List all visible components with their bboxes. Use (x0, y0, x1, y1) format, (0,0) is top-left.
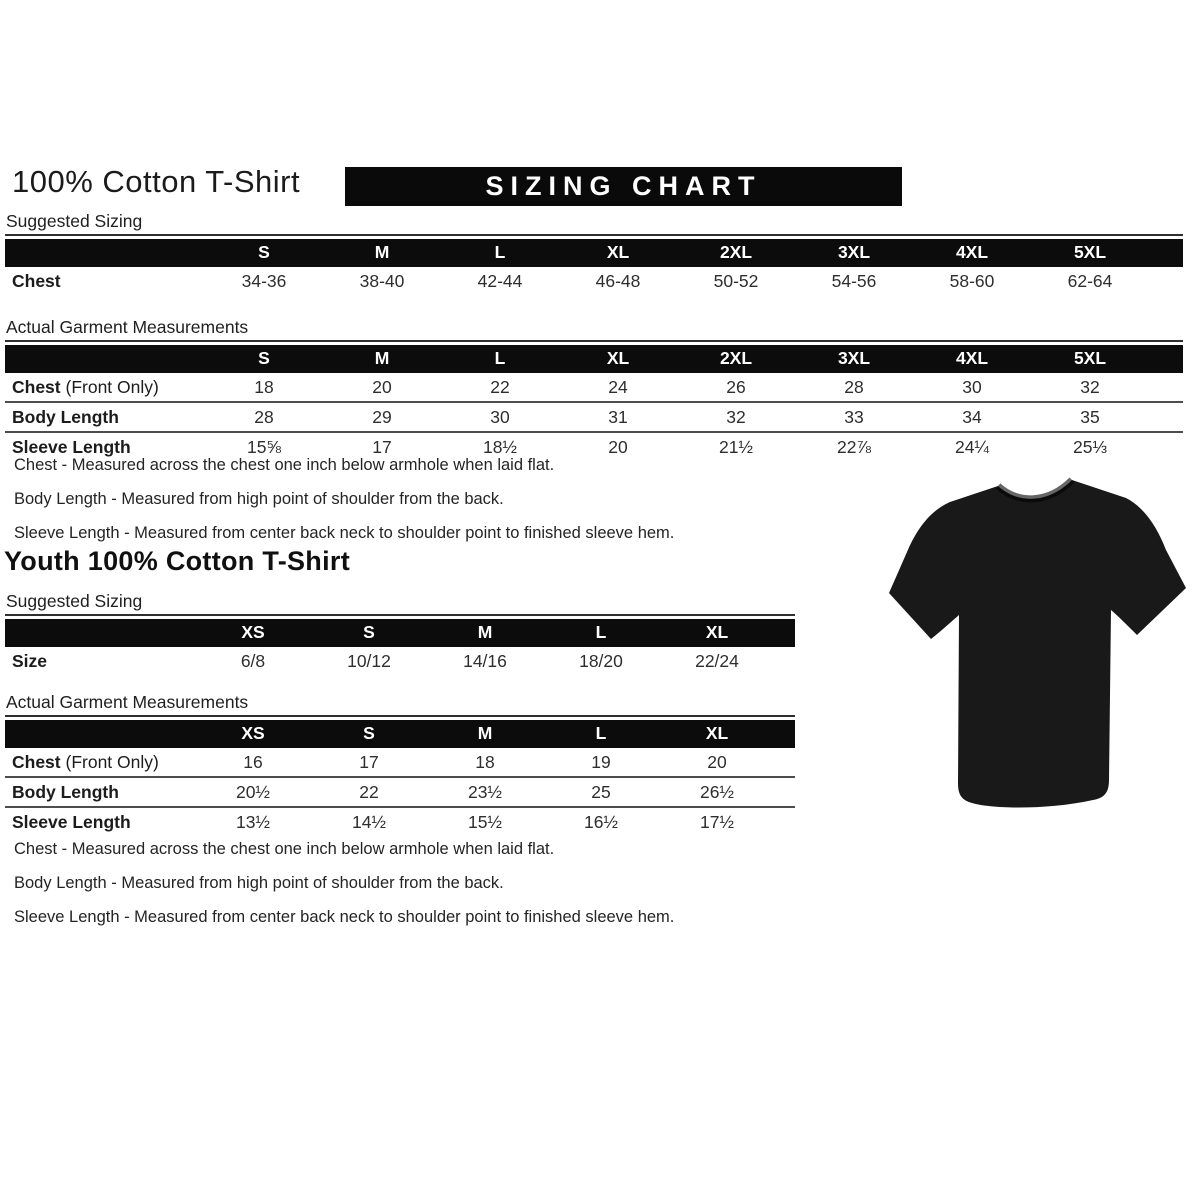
measurement-row (5, 807, 795, 836)
measurement-row (5, 402, 1183, 432)
size-header-row (5, 619, 795, 647)
size-column-header: M (323, 345, 441, 373)
section-label: Actual Garment Measurements (6, 692, 249, 712)
size-column-header: S (205, 345, 323, 373)
measurement-value: 26½ (659, 777, 775, 807)
section-divider (5, 715, 795, 717)
measurement-value: 25⅓ (1031, 432, 1149, 461)
measurement-value: 24 (608, 377, 628, 397)
measurement-value: 46-48 (595, 271, 641, 291)
adult-measurement-notes (14, 456, 794, 558)
size-column-header: L (543, 619, 659, 647)
measurement-value: 13½ (195, 807, 311, 836)
youth-suggested-sizing-section (5, 591, 795, 675)
measurement-row (5, 748, 795, 777)
measurement-value: 62-64 (1067, 271, 1113, 291)
measurement-row (5, 373, 1183, 402)
measurement-value: 31 (559, 402, 677, 432)
size-column-header: XL (659, 720, 775, 748)
section-divider (5, 234, 1183, 236)
size-header-row (5, 720, 795, 748)
size-column-header: 3XL (795, 239, 913, 267)
header-label-spacer (5, 345, 205, 373)
measurement-row (5, 267, 1183, 295)
row-end-spacer (1149, 373, 1183, 402)
note-line: Sleeve Length - Measured from center back neck to shoulder point to finished sleeve hem. (14, 524, 675, 542)
measurement-value: 28 (844, 377, 864, 397)
section-label: Actual Garment Measurements (6, 317, 249, 337)
measurement-value: 54-56 (831, 271, 877, 291)
section-divider (5, 340, 1183, 342)
size-column-header: M (427, 619, 543, 647)
measurement-value: 15½ (427, 807, 543, 836)
measurement-value: 22/24 (695, 651, 739, 671)
measurement-value: 18½ (441, 432, 559, 461)
measurement-value: 50-52 (713, 271, 759, 291)
measurement-value: 25 (543, 777, 659, 807)
measurement-value: 22⅞ (795, 432, 913, 461)
row-end-spacer (775, 748, 795, 777)
measurement-value: 30 (962, 377, 982, 397)
measurement-value: 33 (795, 402, 913, 432)
adult-garment-measurements-section (5, 317, 1183, 461)
size-column-header: XS (195, 720, 311, 748)
measurement-row (5, 777, 795, 807)
size-column-header: XL (559, 239, 677, 267)
note-line: Chest - Measured across the chest one inch below armhole when laid flat. (14, 840, 555, 858)
size-column-header: XL (559, 345, 677, 373)
measurement-value: 6/8 (240, 651, 266, 671)
measurement-value: 17 (323, 432, 441, 461)
measurement-value: 17½ (659, 807, 775, 836)
measurement-value: 23½ (427, 777, 543, 807)
size-column-header: 5XL (1031, 239, 1149, 267)
measurement-value: 19 (591, 752, 611, 772)
size-column-header: S (205, 239, 323, 267)
row-label: Body Length (5, 402, 205, 432)
row-end-spacer (775, 807, 795, 836)
adult-suggested-sizing-table (5, 239, 1183, 295)
measurement-value: 35 (1031, 402, 1149, 432)
section-label: Suggested Sizing (6, 211, 143, 231)
size-column-header: 2XL (677, 239, 795, 267)
sizing-chart-banner-label: SIZING CHART (485, 171, 762, 201)
measurement-value: 38-40 (359, 271, 405, 291)
row-end-spacer (775, 647, 795, 675)
measurement-value: 26 (726, 377, 746, 397)
size-column-header: L (543, 720, 659, 748)
row-label: Size (12, 651, 48, 671)
section-divider (5, 614, 795, 616)
note-line: Body Length - Measured from high point of shoulder from the back. (14, 490, 504, 508)
page-title: 100% Cotton T-Shirt (12, 164, 301, 199)
row-end-spacer (775, 777, 795, 807)
measurement-value: 15⅝ (205, 432, 323, 461)
row-label: Body Length (5, 777, 195, 807)
size-column-header: 4XL (913, 239, 1031, 267)
measurement-value: 24¼ (913, 432, 1031, 461)
measurement-value: 32 (677, 402, 795, 432)
note-line: Body Length - Measured from high point of shoulder from the back. (14, 874, 504, 892)
header-label-spacer (5, 239, 205, 267)
measurement-value: 18/20 (579, 651, 623, 671)
adult-garment-measurements-table (5, 345, 1183, 461)
youth-garment-measurements-section (5, 692, 795, 836)
youth-section-title: Youth 100% Cotton T-Shirt (4, 546, 350, 576)
measurement-value: 10/12 (347, 651, 391, 671)
size-column-header: M (427, 720, 543, 748)
row-label: Sleeve Length (5, 807, 195, 836)
measurement-value: 18 (254, 377, 274, 397)
measurement-value: 17 (359, 752, 379, 772)
measurement-value: 32 (1080, 377, 1100, 397)
measurement-value: 20 (707, 752, 727, 772)
row-end-spacer (1149, 267, 1183, 295)
measurement-value: 16 (243, 752, 263, 772)
measurement-value: 29 (323, 402, 441, 432)
measurement-value: 30 (441, 402, 559, 432)
size-column-header: 3XL (795, 345, 913, 373)
black-tshirt-image (880, 462, 1200, 842)
measurement-value: 34 (913, 402, 1031, 432)
size-column-header: M (323, 239, 441, 267)
note-line: Sleeve Length - Measured from center back neck to shoulder point to finished sleeve hem. (14, 908, 675, 926)
measurement-value: 34-36 (241, 271, 287, 291)
measurement-value: 58-60 (949, 271, 995, 291)
measurement-row (5, 647, 795, 675)
header-end-spacer (775, 619, 795, 647)
note-line: Chest - Measured across the chest one inch below armhole when laid flat. (14, 456, 555, 474)
size-column-header: 4XL (913, 345, 1031, 373)
measurement-value: 14½ (311, 807, 427, 836)
measurement-value: 28 (205, 402, 323, 432)
measurement-value: 20½ (195, 777, 311, 807)
measurement-value: 14/16 (463, 651, 507, 671)
youth-measurement-notes (14, 840, 794, 942)
tshirt-illustration (880, 462, 1200, 842)
measurement-value: 21½ (677, 432, 795, 461)
sizing-chart-banner (345, 167, 902, 206)
row-label: Chest (Front Only) (12, 752, 159, 772)
measurement-value: 20 (559, 432, 677, 461)
adult-suggested-sizing-section (5, 211, 1183, 295)
size-column-header: XL (659, 619, 775, 647)
size-column-header: 2XL (677, 345, 795, 373)
size-column-header: S (311, 619, 427, 647)
row-label: Chest (Front Only) (12, 377, 159, 397)
size-header-row (5, 239, 1183, 267)
measurement-value: 18 (475, 752, 495, 772)
size-header-row (5, 345, 1183, 373)
measurement-value: 16½ (543, 807, 659, 836)
row-end-spacer (1149, 432, 1183, 461)
row-label: Chest (12, 271, 61, 291)
header-end-spacer (1149, 239, 1183, 267)
row-label: Sleeve Length (5, 432, 205, 461)
measurement-value: 20 (372, 377, 392, 397)
size-column-header: XS (195, 619, 311, 647)
header-end-spacer (1149, 345, 1183, 373)
measurement-value: 42-44 (477, 271, 523, 291)
measurement-value: 22 (490, 377, 510, 397)
row-end-spacer (1149, 402, 1183, 432)
youth-suggested-sizing-table (5, 619, 795, 675)
size-column-header: 5XL (1031, 345, 1149, 373)
size-column-header: L (441, 345, 559, 373)
size-column-header: S (311, 720, 427, 748)
size-column-header: L (441, 239, 559, 267)
header-label-spacer (5, 619, 195, 647)
section-label: Suggested Sizing (6, 591, 143, 611)
header-label-spacer (5, 720, 195, 748)
measurement-value: 22 (311, 777, 427, 807)
header-end-spacer (775, 720, 795, 748)
youth-garment-measurements-table (5, 720, 795, 836)
